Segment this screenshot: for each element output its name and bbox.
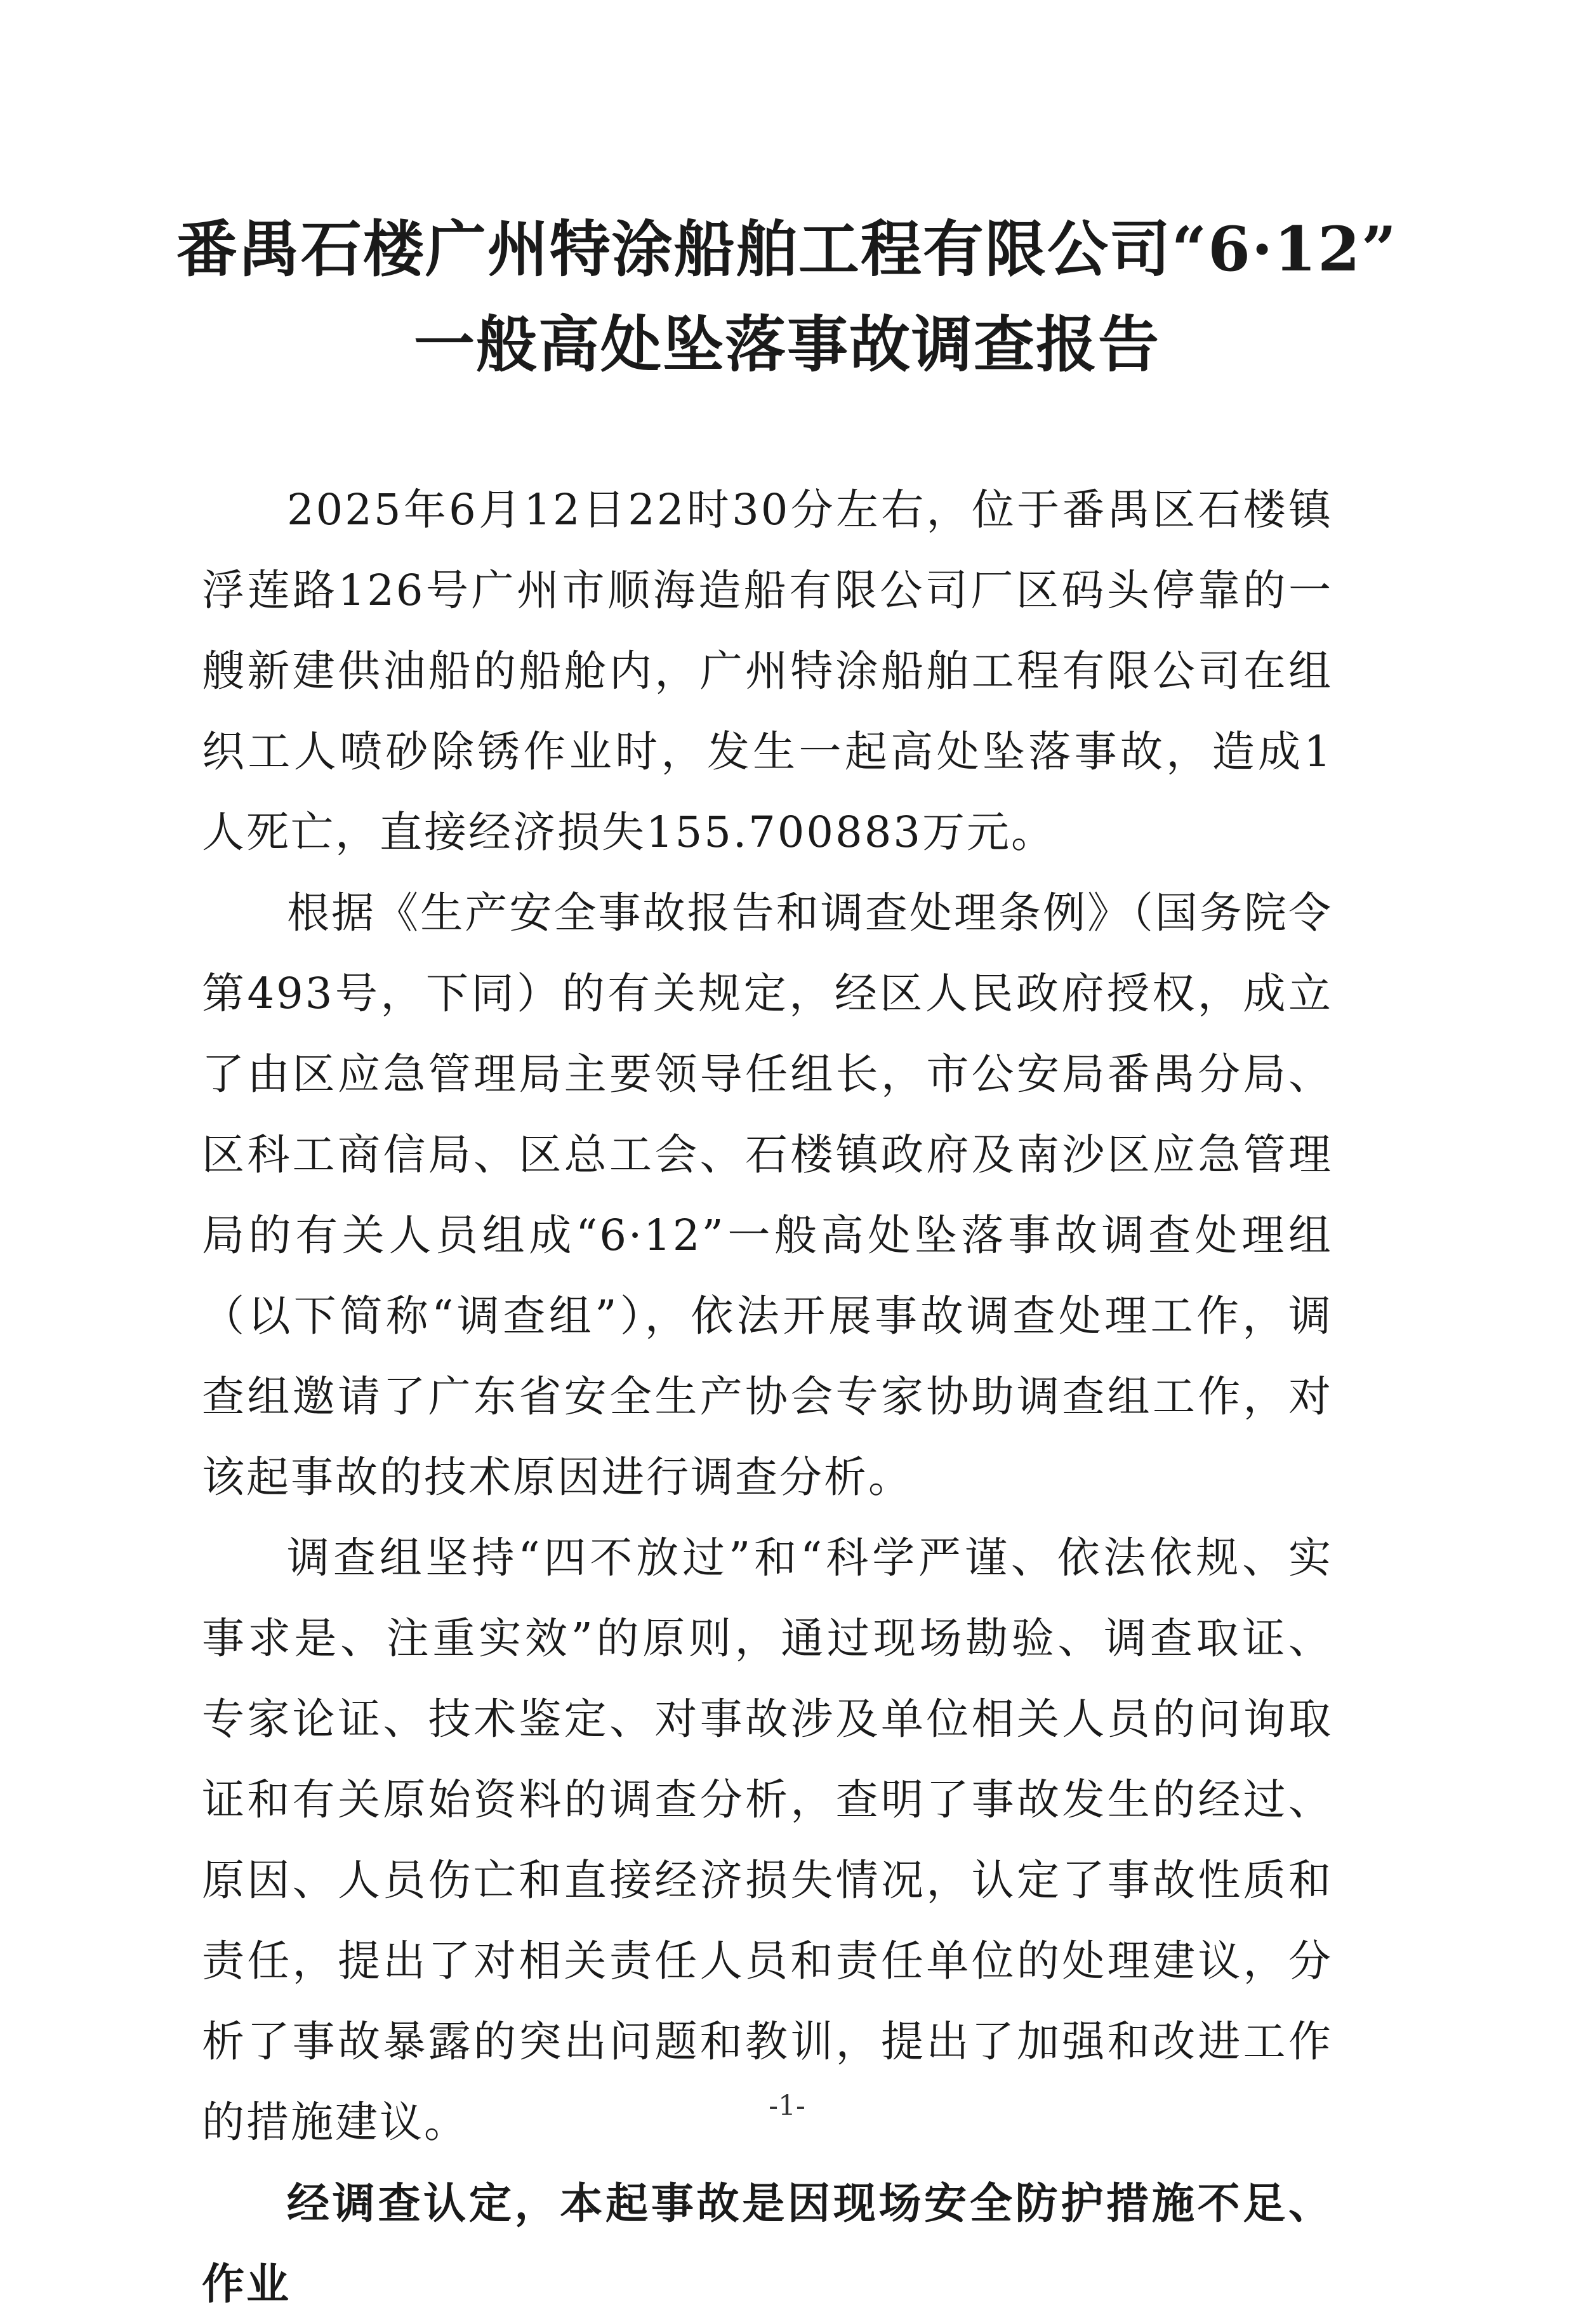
title-line-2: 一般高处坠落事故调查报告: [414, 309, 1160, 380]
paragraph-investigation-principles: 调查组坚持“四不放过”和“科学严谨、依法依规、实事求是、注重实效”的原则，通过现场勘验、调查取证、专家论证、技术鉴定、对事故涉及单位相关人员的问询取证和有关原始资料的调查分析，查明了事故发生的经过、原因、人员伤亡和直接经济损失情况，认定了事故性质和责任，提出了对相关责任人员和责任单位的处理建议，分析了事故暴露的突出问题和教训，提出了加强和改进工作的措施建议。: [202, 1533, 1333, 2147]
page-number: -1-: [769, 2090, 805, 2122]
paragraph-conclusion: 经调查认定，本起事故是因现场安全防护措施不足、作业: [202, 2178, 1333, 2309]
paragraph-accident-summary: 2025年6月12日22时30分左右，位于番禺区石楼镇浮莲路126号广州市顺海造船有限公司厂区码头停靠的一艘新建供油船的船舱内，广州特涂船舶工程有限公司在组织工人喷砂除锈作业时，发生一起高处坠落事故，造成1人死亡，直接经济损失155.700883万元。: [202, 485, 1333, 857]
paragraph-investigation-basis: 根据《生产安全事故报告和调查处理条例》（国务院令第493号，下同）的有关规定，经区人民政府授权，成立了由区应急管理局主要领导任组长，市公安局番禺分局、区科工商信局、区总工会、石楼镇政府及南沙区应急管理局的有关人员组成“6·12”一般高处坠落事故调查处理组（以下简称“调查组”），依法开展事故调查处理工作，调查组邀请了广东省安全生产协会专家协助调查组工作，对该起事故的技术原因进行调查分析。: [202, 888, 1333, 1502]
document-title: [165, 202, 1409, 392]
title-line-1: 番禺石楼广州特涂船舶工程有限公司“6·12”: [176, 213, 1398, 285]
document-body: [202, 470, 1333, 2324]
